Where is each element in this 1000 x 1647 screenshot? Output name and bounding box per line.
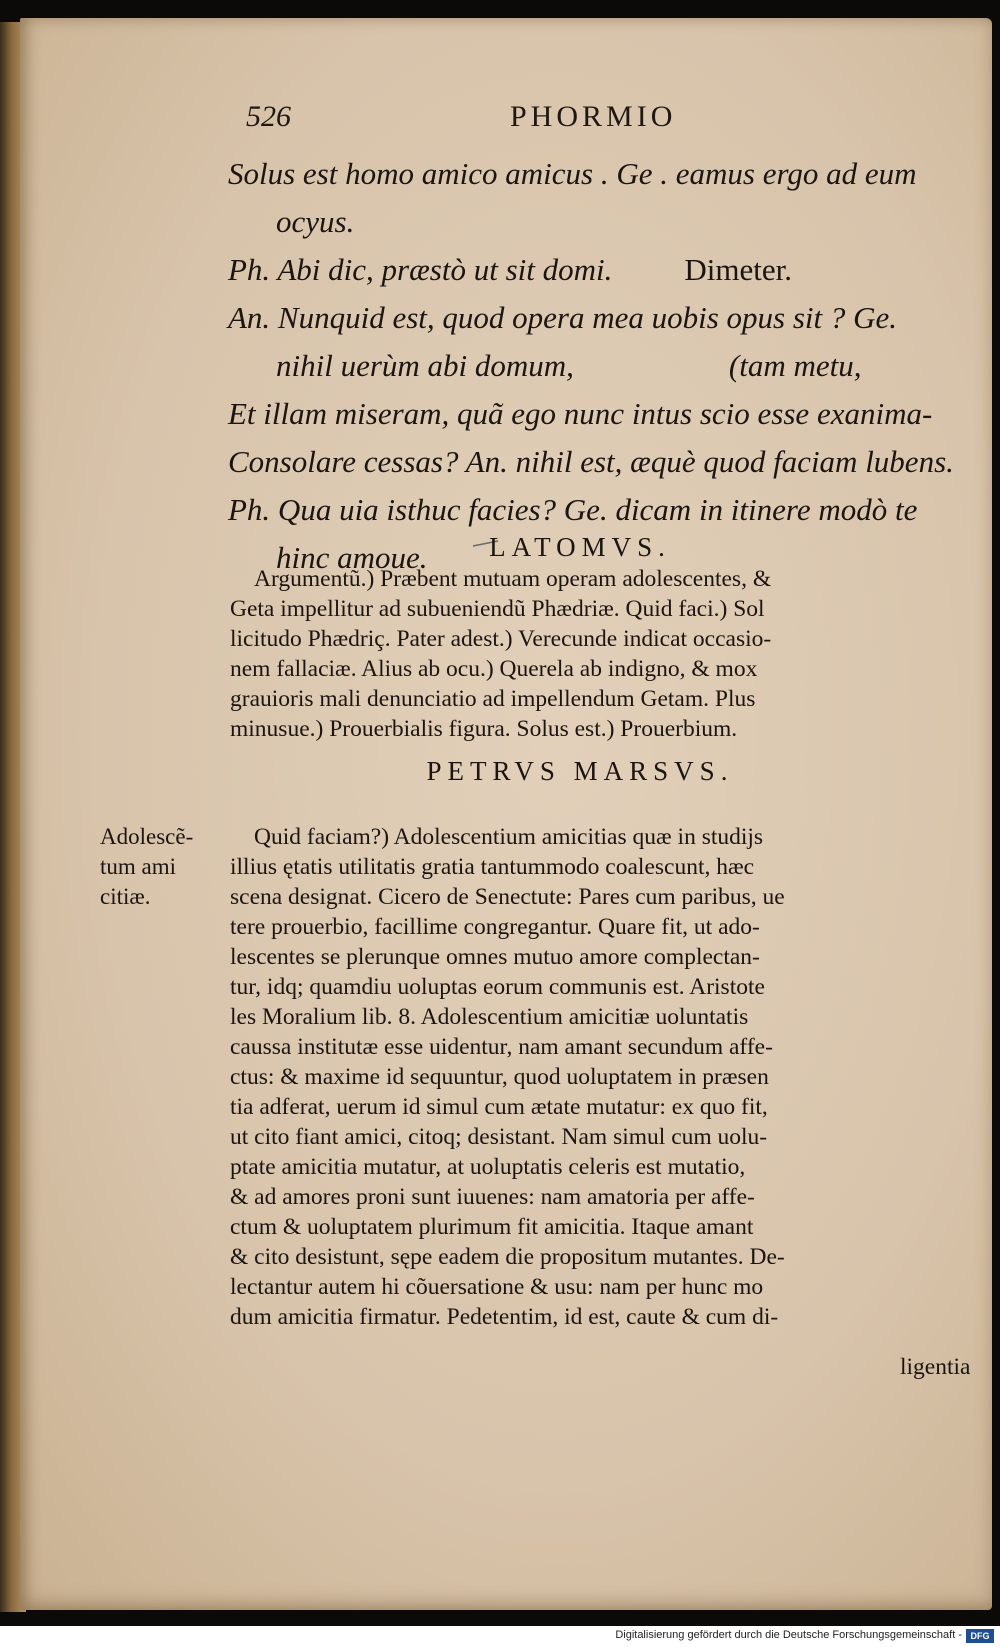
commentary-line: illius ętatis utilitatis gratia tantummodo coalescunt, hæc: [230, 854, 755, 880]
commentary-line: ptate amicitia mutatur, at uoluptatis celeris est mutatio,: [230, 1154, 746, 1180]
section-heading-marsus: PETRVS MARSVS.: [426, 756, 734, 786]
verse-line: Ph. Abi dic, præstò ut sit domi. Dimeter.: [228, 252, 792, 287]
commentary-line: Quid faciam?) Adolescentium amicitias quæ in studijs: [254, 824, 764, 850]
verse-line: An. Nunquid est, quod opera mea uobis opus sit ? Ge.: [228, 300, 898, 335]
commentary-line: tia adferat, uerum id simul cum ætate mutatur: ex quo fit,: [230, 1094, 768, 1120]
commentary-line: tere prouerbio, facillime congregantur. Quare fit, ut ado-: [230, 914, 760, 940]
verse-line: nihil uerùm abi domum, (tam metu,: [276, 348, 862, 383]
margin-note: [100, 822, 220, 912]
commentary-line: caussa institutæ esse uidentur, nam amant secundum affe-: [230, 1034, 773, 1060]
verse-block: [228, 150, 958, 582]
commentary-line: ctum & uoluptatem plurimum fit amicitia. Itaque amant: [230, 1214, 754, 1240]
verse-line: Ph. Qua uia isthuc facies? Ge. dicam in itinere modò te: [228, 492, 918, 527]
commentary-line: tur, idq; quamdiu uoluptas eorum communis est. Aristote: [230, 974, 765, 1000]
margin-note-line: Adolescẽ-: [100, 824, 194, 849]
digitization-footer: [0, 1626, 1000, 1647]
verse-line: Consolare cessas? An. nihil est, æquè quod faciam lubens.: [228, 444, 954, 479]
commentary-line: les Moralium lib. 8. Adolescentium amicitiæ uoluntatis: [230, 1004, 749, 1030]
commentary-line: Geta impellitur ad subueniendũ Phædriæ. Quid faci.) Sol: [230, 596, 765, 622]
meter-note: Dimeter.: [684, 252, 792, 287]
commentary-line: & ad amores proni sunt iuuenes: nam amatoria per affe-: [230, 1184, 755, 1210]
dfg-logo-icon: DFG: [966, 1629, 994, 1643]
commentary-line: dum amicitia firmatur. Pedetentim, id est, caute & cum di-: [230, 1304, 779, 1330]
verse-line: Et illam miseram, quã ego nunc intus scio esse exanima-: [228, 396, 933, 431]
commentary-line: & cito desistunt, sępe eadem die propositum mutantes. De-: [230, 1244, 785, 1270]
commentary-line: licitudo Phædriç. Pater adest.) Verecunde indicat occasio-: [230, 626, 772, 652]
commentary-line: scena designat. Cicero de Senectute: Pares cum paribus, ue: [230, 884, 785, 910]
commentary-marsus: [230, 822, 970, 1332]
commentary-line: Argumentũ.) Præbent mutuam operam adolescentes, &: [254, 566, 772, 592]
commentary-line: ctus: & maxime id sequuntur, quod uoluptatem in præsen: [230, 1064, 769, 1090]
section-heading-latomus: LATOMVS.: [489, 532, 671, 562]
commentary-line: minusue.) Prouerbialis figura. Solus est.) Prouerbium.: [230, 716, 738, 742]
page-header: [246, 100, 946, 140]
page-number: 526: [246, 100, 291, 133]
margin-note-line: tum ami: [100, 854, 177, 879]
commentary-line: grauioris mali denunciatio ad impellendum Getam. Plus: [230, 686, 756, 712]
catchword: ligentia: [900, 1354, 971, 1380]
verse-line: Solus est homo amico amicus . Ge . eamus ergo ad eum: [228, 156, 917, 191]
commentary-line: nem fallaciæ. Alius ab ocu.) Querela ab indigno, & mox: [230, 656, 758, 682]
commentary-line: lescentes se plerunque omnes mutuo amore complectan-: [230, 944, 760, 970]
commentary-line: lectantur autem hi cõuersatione & usu: nam per hunc mo: [230, 1274, 764, 1300]
digitization-credit: Digitalisierung gefördert durch die Deutsche Forschungsgemeinschaft -: [615, 1629, 962, 1641]
margin-note-line: citiæ.: [100, 884, 151, 909]
commentary-latomus: [230, 564, 970, 744]
running-title: PHORMIO: [510, 100, 677, 133]
verse-line: ocyus.: [276, 204, 355, 239]
verse-line: hinc amoue.: [276, 540, 428, 575]
commentary-line: ut cito fiant amici, citoq; desistant. Nam simul cum uolu-: [230, 1124, 768, 1150]
